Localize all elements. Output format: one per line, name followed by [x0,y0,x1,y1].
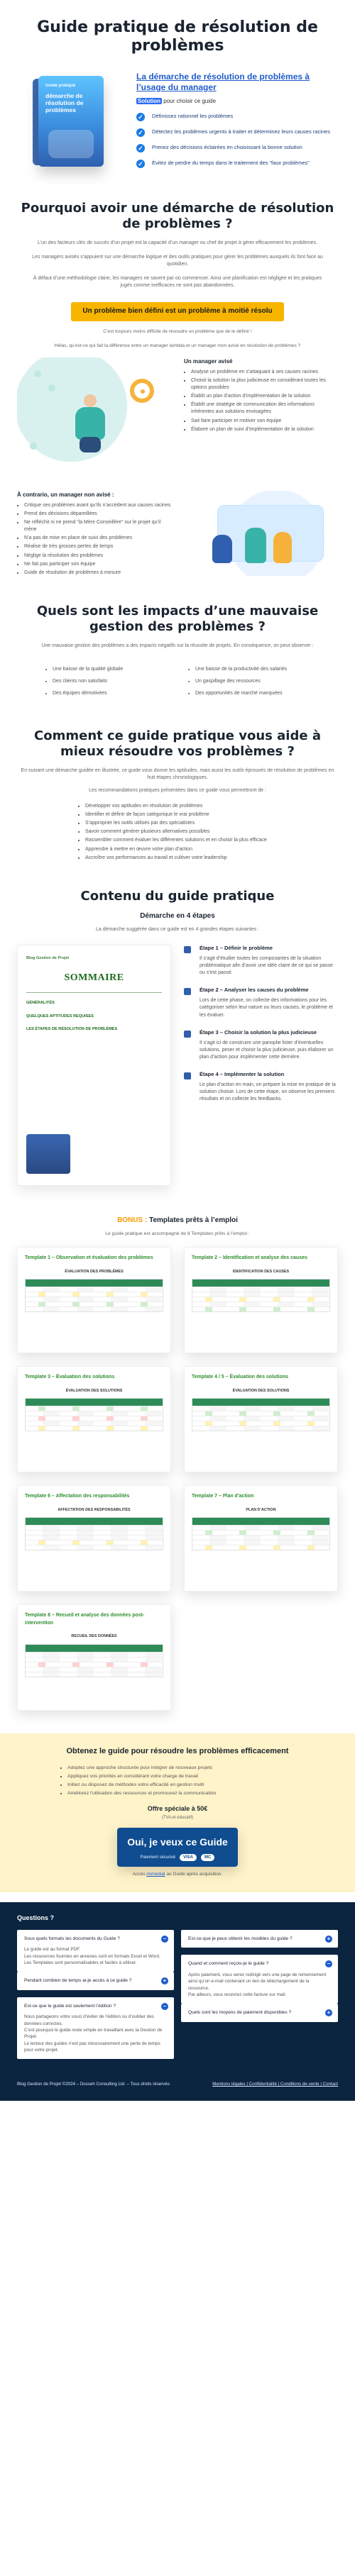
template-mini-title: ÉVALUATION DES PROBLÈMES [65,1269,124,1274]
template-card [17,1485,171,1592]
list-item: • Choisit la solution la plus judicieuse en considérant toutes les options possibles [191,377,338,392]
help-intro: En suivant une démarche guidée en illustrée, ce guide vous donne les aptitudes, mais aussi les outils éprouvés de résolution de problèmes en huit étapes chronologiques. [21,767,334,780]
list-item: • Critique ses problèmes avant qu’ils n’accèdent aux causes racines [24,502,171,509]
cta-item: • Initiez ou disposez de méthodes votre efficacité en gestion multi [67,1782,295,1789]
check-icon: ✓ [136,144,145,152]
team-person [212,535,232,563]
list-item: • Élabore un plan de suivi d’implémentation de la solution [191,426,338,433]
contenu-grid [17,945,338,1186]
steps-list [184,945,338,1113]
faq-question: Pendant combien de temps ai-je accès à ce guide ? [24,1978,132,1984]
faq-question: Est-ce-que je peux obtenir les modèles du guide ? [188,1936,293,1941]
template-table-row [26,1657,163,1662]
hero-subtitle-text: pour choisir ce guide [163,97,217,104]
non-avise-manager [17,491,171,578]
cta-list [60,1765,295,1797]
faq-item[interactable] [181,1955,338,2004]
help-section [0,716,355,876]
offer-note: (TVA et éducatif) [161,1815,194,1820]
quote-sub-2: Hélas, qu’est-ce qui fait la différence entre un manager lambda et un manager mon avisé en résolution de problèmes ? [54,343,301,348]
help-item: • Rassembler comment évaluer les différentes solutions et en choisir la plus efficace [85,837,277,844]
cta-section [0,1733,355,1892]
non-avise-list [17,502,171,577]
help-item: • Apprendre à mettre en œuvre votre plan d’action [85,846,277,853]
why-section [0,188,355,591]
template-table-row [192,1426,329,1431]
template-table-row [26,1416,163,1421]
step-text: Il s’agit ici de construire une panoplie lister d’éventuelles solutions, peser et choisir la plus judicieuse, puis élaborer un plan d’action pour implémenter cette dernière. [200,1040,334,1060]
template-card [17,1247,171,1353]
template-table-row [192,1545,329,1550]
why-paragraph: À défaut d’une méthodologie claire, les managers ne savent par où commencer. Ainsi une planification est négligée et les pratiques jugés comme inefficaces ne sont pas abandonnées. [33,276,322,289]
list-item: • Analyse un problème en s’attaquant à ses causes racines [191,369,338,376]
template-table-row [192,1411,329,1416]
payment-row [124,1854,231,1862]
template-table-header [26,1518,163,1525]
person-legs [80,437,101,453]
template-mini-title: PLAN D’ACTION [246,1507,276,1512]
step-item [184,987,338,1018]
toc-title: SOMMAIRE [64,972,124,984]
help-list-title: Les recommandations pratiques présentées dans ce guide vous permettront de : [89,787,266,793]
templates-sub: Le guide pratique est accompagné de 8 Templates prêts à l’emploi : [105,1231,250,1236]
faq-question: Sous quels formats les documents du Guide ? [24,1936,120,1941]
template-table-header [26,1279,163,1287]
cta-title: Obtenez le guide pour résoudre les problèmes efficacement [66,1747,289,1756]
help-list [78,803,277,862]
benefit-text: Définissez rationnel les problèmes [152,112,234,119]
decorative-dot [48,384,55,392]
help-item: • S’approprier les outils utilisés par des spécialistes [85,820,277,827]
toc-divider [26,992,162,993]
template-title: Template 4 / 5 – Évaluation des solutions [192,1375,289,1380]
template-table-header [192,1399,329,1406]
toc-brand: Blog Gestion de Projet [26,956,70,961]
templates-section [0,1199,355,1723]
faq-answer: Après paiement, vous serez redirigé vers une page de remerciement ainsi qu’un e-mail contenant un lien de téléchargement de la ressource. Par ailleurs, vous recevrez cette facture sur mail. [188,1972,327,1997]
impact-item: • Des équipes démotivées [53,690,167,697]
faq-toggle-icon: – [325,1960,332,1967]
help-item: • Savoir comment générer plusieurs alternatives possibles [85,828,277,835]
why-bottom [17,491,338,578]
template-table-row [26,1535,163,1540]
template-title: Template 8 – Recueil et analyse des données post-intervention [25,1613,145,1626]
step-text: Le plan d’action en main, on prépare la mise en pratique de la solution choisie. Lors de cette étape, on observe les premiers résultats et on collecte les feedbacks. [200,1082,336,1102]
hero-benefits [136,113,338,168]
faq-item[interactable] [181,1930,338,1948]
template-table-row [192,1530,329,1535]
person-illustration [65,394,115,455]
decorative-dot [30,443,37,450]
help-item: • Identifier et définir de façon catégorique le vrai problème [85,811,277,818]
template-table-row [26,1297,163,1301]
faq-item[interactable] [17,1972,174,1990]
faq-item[interactable] [17,1930,174,1972]
why-paragraph: Les managers avisés s’appuient sur une démarche logique et des outils pratiques pour gérer les problèmes auxquels ils font face au quotidien. [32,254,323,267]
bonus-heading [17,1216,338,1226]
offer-price: Offre spéciale à 50€ [147,1804,208,1812]
template-table-row [192,1306,329,1311]
step-marker [184,1031,191,1038]
footer-links[interactable]: Mentions légales | Confidentialité | Conditions de vente | Contact [212,2082,338,2087]
step-title: Étape 2 – Analyser les causes du problème [200,987,309,994]
template-table-row [192,1540,329,1545]
step-item [184,1071,338,1103]
footer [0,2072,355,2101]
template-table-row [26,1287,163,1292]
bonus-text: Templates prêts à l’emploi [149,1216,238,1225]
avise-manager [184,357,338,435]
list-item: • Réalise de très grosses pertes de temps [24,543,171,550]
buy-button[interactable] [117,1828,238,1867]
template-table-row [192,1406,329,1411]
template-table-row [26,1667,163,1672]
impacts-title: Quels sont les impacts d’une mauvaise gestion des problèmes ? [36,603,319,635]
footer-right [183,2082,338,2088]
impact-item: • Des clients non satisfaits [53,678,167,685]
offer [17,1804,338,1821]
template-table-row [192,1292,329,1297]
step-item [184,1029,338,1061]
template-title: Template 7 – Plan d’action [192,1494,254,1499]
template-table-row [26,1406,163,1411]
book-illustration [48,130,94,158]
template-table-row [26,1426,163,1431]
template-preview-table [25,1644,163,1677]
template-card [17,1366,171,1472]
template-table-row [26,1662,163,1667]
template-table-row [26,1301,163,1306]
template-card [17,1604,171,1711]
toc-item [26,1026,162,1032]
footer-left: Blog Gestion de Projet ©2024 – Dosseh Consulting Ltd. – Tous droits réservés [17,2082,170,2087]
why-title: Pourquoi avoir une démarche de résolution de problèmes ? [21,200,334,232]
page-title: Guide pratique de résolution de problèmes [37,18,318,55]
template-table-header [192,1518,329,1525]
access-link[interactable]: immédiat [146,1872,165,1877]
templates-grid [17,1247,338,1711]
decorative-dot [34,370,41,377]
template-table-row [26,1411,163,1416]
template-card [184,1366,338,1472]
template-table-row [26,1525,163,1530]
step-title: Étape 3 – Choisir la solution la plus judicieuse [200,1028,317,1036]
footer-row [17,2082,338,2088]
cta-item: • Appliquez vos priorités en considérant votre charge de travail [67,1773,295,1780]
person-head [84,394,97,407]
team-person [245,528,266,563]
impacts-left [45,661,167,702]
template-table-row [26,1545,163,1550]
template-mini-title: IDENTIFICATION DES CAUSES [232,1269,290,1274]
help-item: • Accroître vos performances au travail et cultiver votre leadership [85,855,277,862]
template-mini-title: AFFECTATION DES RESPONSABILITÉS [58,1507,131,1512]
step-marker [184,988,191,995]
help-item: • Développer vos aptitudes en résolution de problèmes [85,803,277,810]
template-table-header [26,1645,163,1652]
access-tail: au Guide après acquisition. [166,1872,223,1877]
step-title: Étape 1 – Définir le problème [200,945,273,952]
faq-question: Est-ce que le guide est seulement l’édition ? [24,2003,116,2009]
faq-toggle-icon: + [161,1977,168,1984]
contenu-section [0,876,355,1199]
step-marker [184,946,191,953]
list-item: • Ne réfléchit ni ne prend “la Mère Conseillère” sur le projet qu’il mène [24,519,171,533]
template-table-row [26,1306,163,1311]
template-table-row [26,1540,163,1545]
toc-item [26,1014,162,1019]
faq-section [0,1902,355,2072]
list-item: • Établit un plan d’action d’implémentation de la solution [191,393,338,400]
impact-item: • Un gaspillage des ressources [195,678,310,685]
faq-toggle-icon: + [325,2009,332,2016]
benefit-item [136,160,338,168]
template-preview-table [192,1279,330,1312]
faq-answer: Nous partageons votre souci d’éviter de l’édition ou d’oublier des données correctes. C’est pourquoi le guide reste simple en travaillant avec la Gestion de Projet. Le lecteur des guides n’est pas nécessairement une perte de temps pour votre projet. [24,2014,163,2053]
toc-preview [17,945,171,1186]
check-icon: ✓ [136,160,145,168]
template-card [184,1485,338,1592]
board-illustration [217,505,324,562]
faq-answer: Le guide est au format PDF. Les ressources fournies en annexes sont en formats Excel et Word. Les Templates sont personnalisables et faciles à utiliser. [24,1947,160,1965]
avise-list [184,369,338,433]
key-quote-banner: Un problème bien défini est un problème à moitié résolu [71,302,284,321]
team-illustration [184,491,338,576]
list-item: • Prend des décisions dépareillées [24,511,171,518]
faq-toggle-icon: + [325,1936,332,1943]
bonus-label: BONUS : [117,1216,148,1225]
cta-item: • Adoptez une approche structurée pour intégrer de nouveaux projets [67,1765,295,1772]
gear-icon [130,379,154,403]
template-title: Template 2 – Identification et analyse des causes [192,1255,307,1261]
benefit-text: Évitez de perdre du temps dans le traitement des “faux problèmes” [152,159,310,166]
benefit-item [136,144,338,152]
template-table-row [26,1652,163,1657]
template-table-row [192,1301,329,1306]
template-mini-title: ÉVALUATION DES SOLUTIONS [232,1388,290,1393]
check-icon: ✓ [136,113,145,121]
secure-payment-text: Paiement sécurisé [140,1855,175,1860]
avise-title: Un manager avisé [184,358,233,365]
step-text: Il s’agit d’étudier toutes les composantes de la situation problématique afin d’avoir une idée claire de ce qui se passe ou s’est passé. [200,955,333,976]
template-mini-title: RECUEIL DES DONNÉES [71,1633,117,1638]
template-table-header [26,1399,163,1406]
person-body [75,407,105,440]
faq-right [181,1930,338,2059]
list-item: • Établit une stratégie de communication des informations inhérentes aux solutions envisagées [191,401,338,416]
template-title: Template 3 – Évaluation des solutions [25,1375,115,1380]
why-grid [17,357,338,478]
template-table-row [26,1421,163,1426]
template-table-row [192,1287,329,1292]
list-item: • Néglige la résolution des problèmes [24,553,171,560]
impact-item: • Une baisse de la qualité globale [53,666,167,673]
template-mini-title: ÉVALUATION DES SOLUTIONS [65,1388,123,1393]
template-table-row [192,1297,329,1301]
hero-content [0,63,355,188]
list-item: • N’a pas de mise en place de suivi des problèmes [24,535,171,542]
product-cover [17,69,124,175]
step-heading: Démarche en 4 étapes [140,912,215,921]
non-avise-title: À contrario, un manager non avisé : [17,492,114,499]
contenu-title: Contenu du guide pratique [80,888,275,904]
faq-item[interactable] [181,2004,338,2022]
impacts-section [0,591,355,716]
template-table-row [192,1535,329,1540]
impact-item: • Une baisse de la productivité des salariés [195,666,310,673]
why-intro: L’un des facteurs clés de succès d’un projet est la capacité d’un manager ou chef de projet à gérer efficacement les problèmes. [37,240,318,245]
template-table-row [192,1525,329,1530]
faq-toggle-icon: – [161,2003,168,2010]
manager-illustration [17,357,171,478]
card-icon: MC [201,1854,214,1862]
access-text [17,1871,338,1877]
quote-sub: C’est toujours moins difficile de résoudre un problème que de le définir ! [103,328,252,334]
hero-link[interactable]: La démarche de résolution de problèmes à l’usage du manager [136,71,310,92]
book-tag: Guide pratique [45,83,76,88]
card-icon: VISA [180,1854,197,1862]
list-item: • Guide de résolution de problèmes à mesure [24,570,171,577]
template-table-row [26,1292,163,1297]
template-table-row [192,1416,329,1421]
benefit-text: Détectez les problèmes urgents à traiter et déterminez leurs causes racines [152,128,330,135]
faq-question: Quels sont les moyens de paiement disponibles ? [188,2010,292,2016]
faq-question: Quand et comment reçois-je le guide ? [188,1961,269,1967]
cta-item: • Améliorez l’utilisation des ressources et promouvez la communication [67,1790,295,1797]
list-item: • Ne fait pas participer son équipe [24,561,171,568]
template-title: Template 1 – Observation et évaluation des problèmes [25,1255,153,1261]
help-title: Comment ce guide pratique vous aide à mieux résoudre vos problèmes ? [34,728,321,759]
faq-title: Questions ? [17,1914,55,1921]
hero-right [136,69,338,168]
impact-item: • Des opportunités de marché manquées [195,690,310,697]
benefit-item [136,128,338,137]
template-table-row [192,1421,329,1426]
step-title: Étape 4 – Implémenter la solution [200,1070,285,1077]
toc-item-title: GÉNÉRALITÉS [26,1001,55,1006]
template-table-header [192,1279,329,1287]
template-preview-table [25,1398,163,1431]
toc-item-title: QUELQUES APTITUDES REQUISES [26,1014,94,1018]
template-table-row [26,1530,163,1535]
template-preview-table [192,1398,330,1431]
toc-item-title: LES ÉTAPES DE RÉSOLUTION DE PROBLÈMES [26,1026,118,1031]
template-table-row [26,1672,163,1677]
toc-item [26,1000,162,1006]
team-person [273,532,292,563]
faq-left [17,1930,174,2059]
faq-item[interactable] [17,1997,174,2059]
book-title: démarche de résolution de problèmes [45,92,84,113]
toc-image [26,1134,70,1174]
template-title: Template 6 – Affectation des responsabilités [25,1494,130,1499]
book-cover [38,76,104,167]
impacts-intro: Une mauvaise gestion des problèmes a des impacts négatifs sur la réussite de projets. En conséquence, on peut observer : [41,643,314,648]
impacts-grid [17,661,338,702]
faq-toggle-icon: – [161,1936,168,1943]
access-prefix: Accès [132,1872,146,1877]
list-item: • Sait faire participer et motiver son équipe [191,418,338,425]
step-marker [184,1072,191,1079]
template-preview-table [192,1517,330,1550]
benefit-item [136,113,338,121]
step-item [184,945,338,977]
buy-button-label: Oui, je veux ce Guide [127,1836,228,1848]
hero-subtitle [136,97,338,106]
template-preview-table [25,1279,163,1312]
impacts-right [188,661,310,702]
hero-highlight: Solution [138,97,160,104]
faq-grid [17,1930,338,2059]
step-sub: La démarche suggérée dans ce guide est en 4 grandes étapes suivantes : [96,926,259,932]
benefit-text: Prenez des décisions éclairées en choisissant la bonne solution [152,143,302,150]
template-preview-table [25,1517,163,1550]
step-text: Lors de cette phase, on collecte des informations pour les catégoriser selon leur nature ou leurs causes, le problème et les évaluer. [200,998,333,1018]
template-card [184,1247,338,1353]
check-icon: ✓ [136,128,145,137]
hero-section [0,0,355,63]
